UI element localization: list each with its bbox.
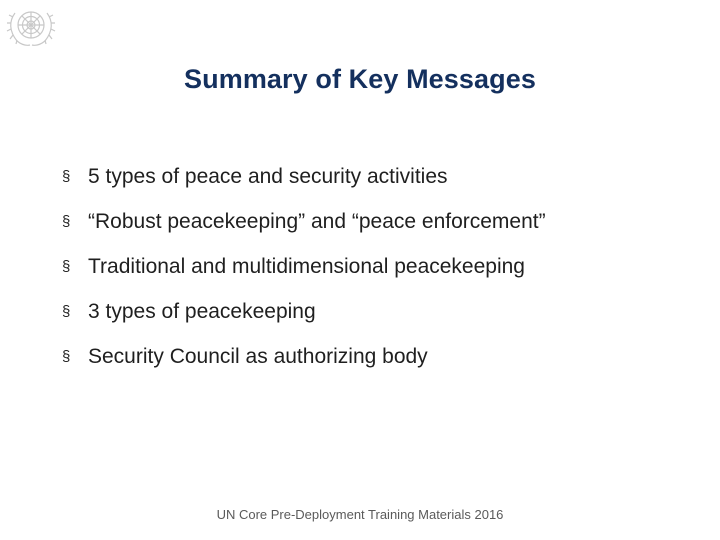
bullet-marker-icon: §	[62, 168, 71, 185]
bullet-item	[62, 297, 546, 342]
un-emblem-icon	[6, 3, 56, 49]
bullet-text: “Robust peacekeeping” and “peace enforcement”	[88, 210, 546, 233]
bullet-item	[62, 342, 546, 387]
bullet-marker-icon: §	[62, 348, 71, 365]
bullet-list	[62, 162, 546, 387]
slide-title: Summary of Key Messages	[184, 64, 536, 94]
bullet-item	[62, 207, 546, 252]
bullet-item	[62, 252, 546, 297]
bullet-text: 5 types of peace and security activities	[88, 165, 448, 188]
bullet-marker-icon: §	[62, 303, 71, 320]
bullet-text: Traditional and multidimensional peacekeeping	[88, 255, 525, 278]
bullet-marker-icon: §	[62, 213, 71, 230]
bullet-item	[62, 162, 546, 207]
bullet-marker-icon: §	[62, 258, 71, 275]
slide-footer: UN Core Pre-Deployment Training Materials 2016	[216, 507, 504, 522]
bullet-text: 3 types of peacekeeping	[88, 300, 316, 323]
bullet-text: Security Council as authorizing body	[88, 345, 428, 368]
